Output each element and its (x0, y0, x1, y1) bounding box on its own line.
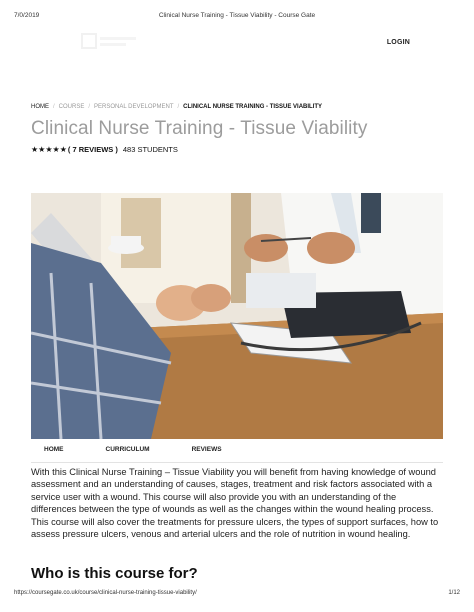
hero-illustration (31, 193, 443, 439)
star-icon: ★ (59, 144, 67, 154)
breadcrumb-home[interactable]: HOME (31, 104, 49, 110)
tab-reviews[interactable]: REVIEWS (191, 446, 222, 453)
course-description: With this Clinical Nurse Training – Tissue Viability you will benefit from having knowledge of wound assessment and an understanding of causes, stages, treatment and risk factors associated with a service user with a wound. This course will also provide you with an understanding of the differences between the type of wounds as well as the changes within the wound healing process. This course will also cover the treatments for pressure ulcers, the types of support surfaces, how to assess pressure ulcers, venous and arterial ulcers and the role of nutrition in wound healing. (31, 467, 439, 540)
print-title: Clinical Nurse Training - Tissue Viability - Course Gate (158, 12, 316, 19)
section-heading-audience: Who is this course for? (31, 565, 198, 582)
page-title: Clinical Nurse Training - Tissue Viability (31, 118, 368, 139)
breadcrumb-separator: / (88, 104, 91, 110)
print-header (14, 12, 460, 22)
login-link[interactable]: LOGIN (386, 39, 410, 46)
breadcrumb-separator: / (177, 104, 180, 110)
breadcrumb-course[interactable]: COURSE (58, 104, 85, 110)
breadcrumb-current: CLINICAL NURSE TRAINING - TISSUE VIABILITY (183, 104, 323, 110)
course-tabs (44, 446, 264, 453)
star-icon: ★ (52, 144, 60, 154)
students-count: 483 STUDENTS (122, 145, 178, 154)
breadcrumb-personal-development[interactable]: PERSONAL DEVELOPMENT (94, 104, 174, 110)
print-url: https://coursegate.co.uk/course/clinical-nurse-training-tissue-viability/ (14, 590, 197, 596)
course-rating (31, 145, 178, 154)
star-icon: ★ (45, 144, 53, 154)
star-icon: ★ (38, 144, 46, 154)
tab-home[interactable]: HOME (44, 446, 64, 453)
reviews-count[interactable]: ( 7 REVIEWS ) (67, 145, 118, 154)
print-date: 7/0/2019 (14, 12, 40, 19)
print-page-number: 1/12 (448, 590, 460, 596)
tab-curriculum[interactable]: CURRICULUM (105, 446, 150, 453)
course-hero-image (31, 193, 443, 439)
star-icon: ★ (31, 144, 39, 154)
breadcrumb (31, 104, 322, 110)
breadcrumb-separator: / (53, 104, 55, 110)
rating-stars (31, 146, 67, 154)
print-footer (14, 590, 460, 600)
tabs-divider (31, 462, 443, 463)
site-logo[interactable] (80, 28, 140, 54)
